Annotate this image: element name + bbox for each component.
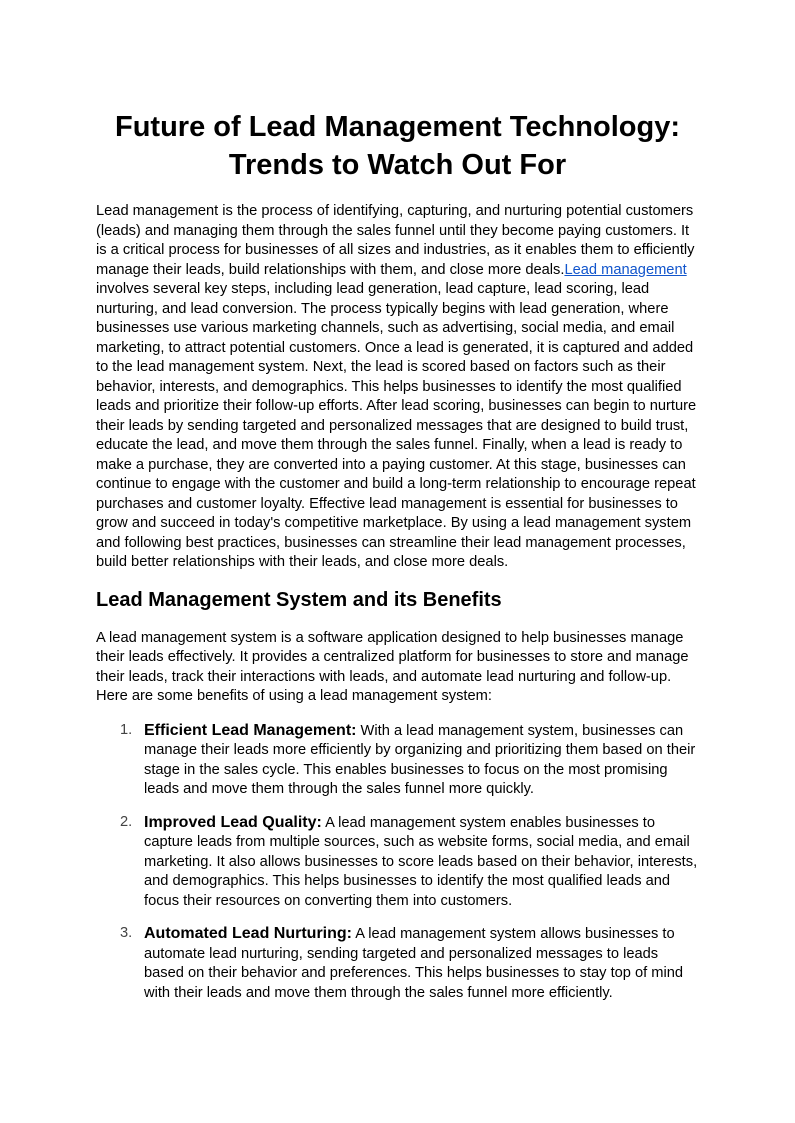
page-title: Future of Lead Management Technology: Trends to Watch Out For bbox=[115, 111, 680, 181]
lead-management-link[interactable]: Lead management bbox=[564, 261, 687, 278]
list-item-title: Automated Lead Nurturing: bbox=[144, 925, 352, 942]
intro-text-before-link: Lead management is the process of identifying, capturing, and nurturing potential customers (leads) and managing them through the sales funnel until they become paying customers. It is a critical process for businesses of all sizes and industries, as it enables them to efficiently manage their leads, build relationships with them, and close more deals. bbox=[96, 203, 695, 278]
intro-text-after-link: involves several key steps, including lead generation, lead capture, lead scoring, lead nurturing, and lead conversion. The process typically begins with lead generation, where businesses use various marketing channels, such as advertising, social media, and email marketing, to attract potential customers. Once a lead is generated, it is captured and added to the lead management system. Next, the lead is scored based on factors such as their behavior, interests, and demographics. This helps businesses to identify the most qualified leads and prioritize their follow-up efforts. After lead scoring, businesses can begin to nurture their leads by sending targeted and personalized messages that are designed to build trust, educate the lead, and move them through the sales funnel. Finally, when a lead is ready to make a purchase, they are converted into a paying customer. At this stage, businesses can continue to engage with the customer and build a long-term relationship to encourage repeat purchases and customer loyalty. Effective lead management is essential for businesses to grow and succeed in today's competitive marketplace. By using a lead management system and following best practices, businesses can streamline their lead management processes, build better relationships with their leads, and close more deals. bbox=[96, 281, 697, 570]
list-item-number: 3. bbox=[120, 925, 133, 941]
list-item-title: Improved Lead Quality: bbox=[144, 813, 322, 831]
list-item-number: 2. bbox=[120, 813, 133, 830]
list-item-number: 1. bbox=[120, 721, 133, 738]
list-item-text: With a lead management system, businesses can manage their leads more efficiently by organizing and prioritizing them based on their stage in the sales cycle. This enables businesses to focus on the most promising leads and move them through the sales funnel more quickly. bbox=[144, 722, 696, 797]
list-item-text: A lead management system enables businesses to capture leads from multiple sources, such as website forms, social media, and email marketing. It also allows businesses to score leads based on their behavior, interests, and demographics. This helps businesses to identify the most qualified leads and focus their resources on converting them into customers. bbox=[144, 814, 698, 909]
list-item-title: Efficient Lead Management: bbox=[144, 721, 357, 739]
document-page bbox=[96, 0, 699, 1016]
list-item-text: A lead management system allows businesses to automate lead nurturing, sending targeted and personalized messages to leads based on their behavior and preferences. This helps businesses to stay top of mind with their leads and move them through the sales funnel more efficiently. bbox=[144, 926, 684, 1001]
list-item bbox=[96, 721, 699, 800]
section-paragraph: A lead management system is a software application designed to help businesses manage their leads effectively. It provides a centralized platform for businesses to store and manage their leads, track their interactions with leads, and automate lead nurturing and follow-up. Here are some benefits of using a lead management system: bbox=[96, 629, 689, 704]
intro-paragraph bbox=[96, 202, 699, 573]
section-heading: Lead Management System and its Benefits bbox=[96, 588, 502, 611]
benefits-list bbox=[96, 721, 699, 1004]
list-item bbox=[96, 813, 699, 912]
list-item bbox=[96, 924, 699, 1003]
